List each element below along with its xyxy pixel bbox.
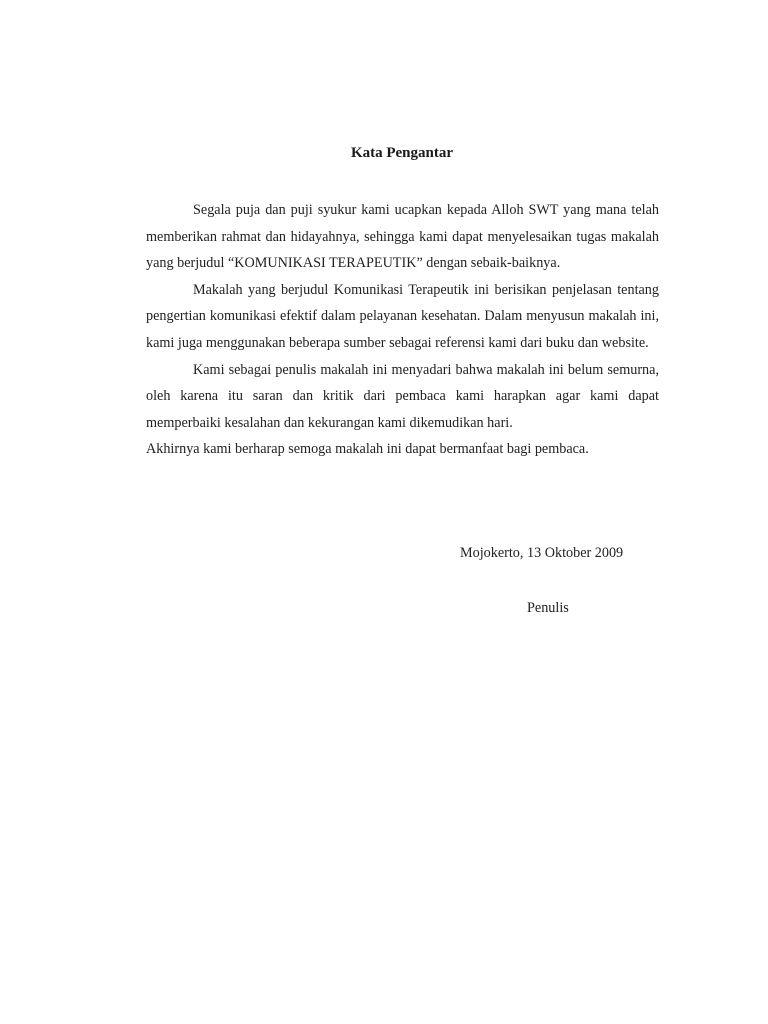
paragraph-2: Makalah yang berjudul Komunikasi Terapeutik ini berisikan penjelasan tentang pengertian komunikasi efektif dalam pelayanan kesehatan. Dalam menyusun makalah ini, kami juga menggunakan beberapa sumber sebagai referensi kami dari buku dan website.	[146, 281, 659, 351]
paragraph-1: Segala puja dan puji syukur kami ucapkan kepada Alloh SWT yang mana telah memberikan rahmat dan hidayahnya, sehingga kami dapat menyelesaikan tugas makalah yang berjudul “KOMUNIKASI TERAPEUTIK” dengan sebaik-baiknya.	[146, 202, 659, 272]
document-body	[146, 197, 659, 463]
place-date: Mojokerto, 13 Oktober 2009	[460, 545, 624, 561]
paragraph-3: Kami sebagai penulis makalah ini menyadari bahwa makalah ini belum semurna, oleh karena itu saran dan kritik dari pembaca kami harapkan agar kami dapat memperbaiki kesalahan dan kekurangan kami dikemudikan hari.	[146, 361, 659, 431]
signer-name: Penulis	[527, 600, 569, 616]
closing-paragraph: Akhirnya kami berharap semoga makalah ini dapat bermanfaat bagi pembaca.	[146, 441, 589, 458]
page-title: Kata Pengantar	[350, 145, 454, 161]
